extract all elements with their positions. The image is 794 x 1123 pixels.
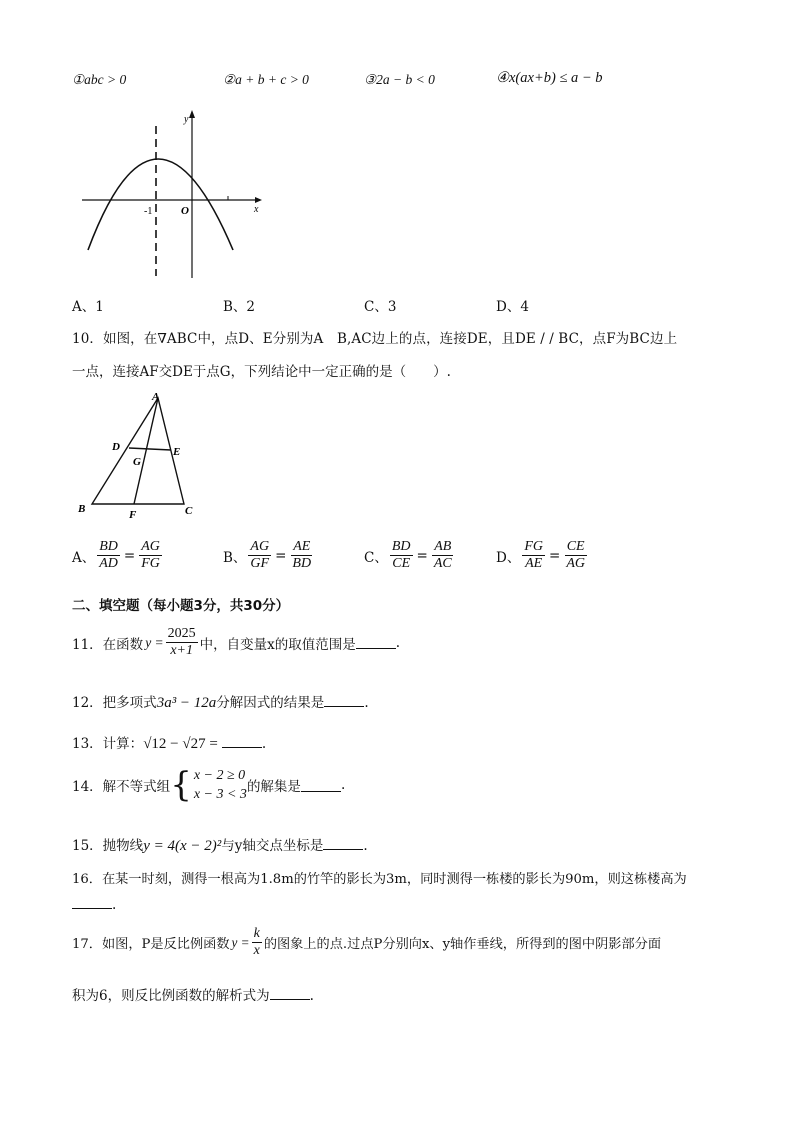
label-f: F [129,509,137,521]
option-letter: D、 [496,549,521,566]
q14-row-1: x − 2 ≥ 0 [193,768,246,783]
frac-den: AC [433,556,452,571]
label-a: A [152,391,160,403]
y-axis-arrow [189,110,195,118]
section-heading: 二、填空题（每小题3分，共30分） [72,598,290,614]
q9-statement-4: ④x(ax+b) ≤ a − b [496,70,603,86]
x-axis-arrow [255,197,262,203]
q12-expr: 3a³ − 12a [156,695,217,711]
q16-end: . [112,897,117,913]
q9-option-c: C、3 [364,299,397,315]
q13-expr: √12 − √27 = [143,736,218,752]
q15-pre: 15．抛物线 [72,838,144,854]
q10-option-a: A、 $\frac{BD}{AD}$ = $\frac{AG}{FG}$ [72,539,160,571]
q14-pre: 14．解不等式组 [72,779,171,795]
frac-den: AD [99,556,118,571]
q17-den: x [253,943,260,958]
question-15 [72,834,368,855]
q11-den: x+1 [170,643,193,658]
q9-option-d: D、4 [496,299,529,315]
q13-pre: 13．计算： [72,736,144,752]
label-g: G [133,456,141,468]
answer-blank [270,987,310,1000]
q17-pre: 17．如图，P是反比例函数 [72,937,230,952]
frac-num: BD [391,539,411,554]
q17-y: y = [231,934,250,950]
label-e: E [173,446,181,458]
q12-post: 分解因式的结果是 [216,695,325,711]
answer-blank [323,837,363,850]
q14-end: . [340,777,346,793]
frac-num: AG [141,539,160,554]
q15-end: . [363,838,368,854]
parabola-curve [88,159,233,250]
q11-end: . [395,634,401,651]
q11-y: y = [145,634,164,650]
q12-pre: 12．把多项式 [72,695,157,711]
q15-expr: y = 4(x − 2)² [143,838,222,854]
q9-option-a: A、1 [72,299,104,315]
frac-den: GF [250,556,270,571]
question-17-line-2 [72,984,314,1004]
answer-blank [324,694,364,707]
option-letter: C、 [364,549,388,566]
q11-num: 2025 [167,626,196,641]
q11-pre: 11．在函数 [72,636,144,653]
answer-blank [222,735,262,748]
segment-af [134,398,158,504]
answer-blank [72,896,112,909]
q17-line2: 积为6，则反比例函数的解析式为 [72,988,270,1004]
q10-option-c: C、 $\frac{BD}{CE}$ = $\frac{AB}{AC}$ [364,539,452,571]
frac-num: AB [434,539,452,554]
q14-row-2: x − 3 < 3 [193,787,247,802]
frac-num: FG [524,539,543,554]
q9-statement-3: ③2a − b < 0 [364,72,435,87]
frac-num: BD [99,539,118,554]
q10-line-2: 一点，连接AF交DE于点G，下列结论中一定正确的是（ ）. [72,364,451,380]
question-14 [72,766,345,804]
q17-end: . [309,988,314,1004]
segment-de [129,448,171,450]
triangle-figure [74,388,204,524]
tick-neg1: -1 [144,206,153,217]
label-c: C [185,505,193,517]
question-11 [72,626,400,659]
q17-num: k [253,926,260,941]
option-letter: A、 [72,549,96,566]
answer-blank [301,779,341,792]
frac-den: BD [292,556,312,571]
question-16-line-1: 16．在某一时刻，测得一根高为1.8m的竹竿的影长为3m，同时测得一栋楼的影长为90m，则这栋楼高为 [72,872,687,887]
frac-den: FG [141,556,160,571]
q14-post: 的解集是 [246,779,301,795]
frac-num: AE [293,539,311,554]
frac-den: CE [392,556,411,571]
q12-end: . [364,695,369,711]
answer-blank [356,636,396,649]
y-label: y [184,114,189,125]
frac-num: CE [566,539,585,554]
label-b: B [78,503,86,515]
frac-num: AG [250,539,270,554]
brace-icon: { [170,765,192,805]
question-13 [72,732,266,753]
q17-post: 的图象上的点.过点P分别向x、y轴作垂线，所得到的图中阴影部分面 [263,937,662,952]
q11-post: 中，自变量x的取值范围是 [199,636,356,653]
q9-statement-2: ②a + b + c > 0 [223,72,309,87]
option-letter: B、 [223,549,247,566]
q13-end: . [261,736,267,752]
q9-statement-1: ①abc > 0 [72,72,127,87]
question-17-line-1 [72,926,661,959]
label-d: D [112,441,120,453]
origin-label: O [181,205,189,217]
q15-post: 与y轴交点坐标是 [221,838,324,854]
frac-den: AG [566,556,585,571]
x-label: x [254,204,259,215]
question-12 [72,691,369,712]
question-16-line-2 [72,896,116,913]
q10-option-d: D、 $\frac{FG}{AE}$ = $\frac{CE}{AG}$ [496,539,585,571]
q10-line-1: 10．如图，在∇ABC中，点D、E分别为A B,AC边上的点，连接DE，且DE / / BC，点F为BC边上 [72,331,678,347]
q9-option-b: B、2 [223,299,256,315]
parabola-graph [78,108,268,284]
frac-den: AE [525,556,543,571]
q10-option-b: B、 $\frac{AG}{GF}$ = $\frac{AE}{BD}$ [223,539,312,571]
